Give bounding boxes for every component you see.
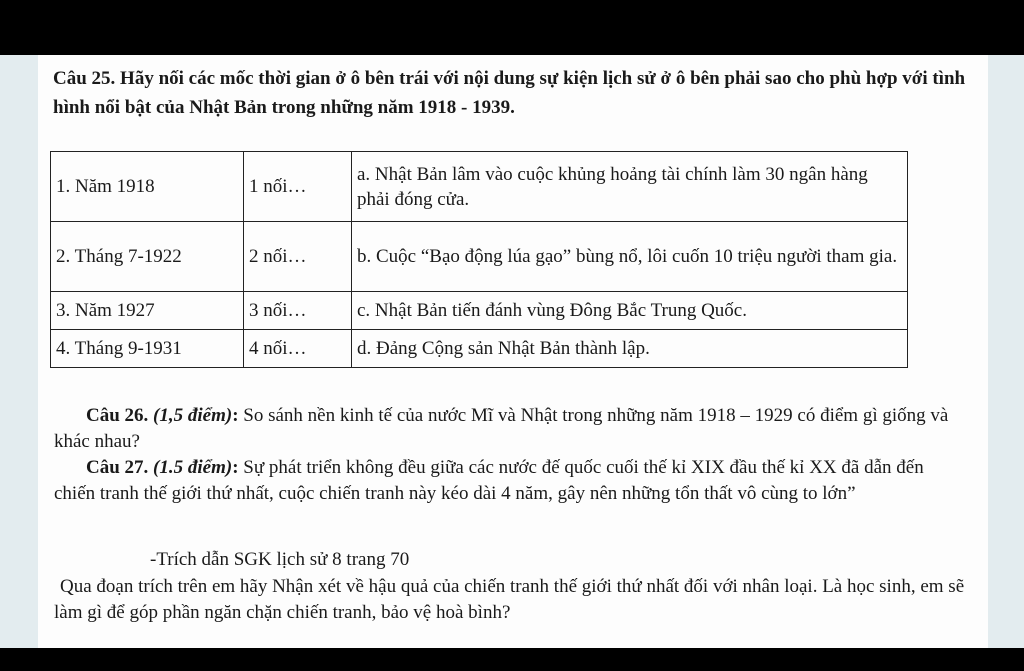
citation: -Trích dẫn SGK lịch sử 8 trang 70 [150,549,410,570]
matching-table [50,151,908,368]
table-row [51,222,908,292]
link-cell: 3 nối… [244,292,352,330]
question-26-text: So sánh nền kinh tế của nước Mĩ và Nhật trong những năm 1918 – 1929 có điểm gì giống và khác nhau? [54,405,949,452]
link-cell: 2 nối… [244,222,352,292]
link-cell: 1 nối… [244,152,352,222]
question-27 [54,455,969,507]
question-26-colon: : [232,405,239,426]
question-26-label: Câu 26. [86,405,149,426]
date-cell: 2. Tháng 7-1922 [51,222,244,292]
event-cell: d. Đảng Cộng sản Nhật Bản thành lập. [352,330,908,368]
question-25: Câu 25. Hãy nối các mốc thời gian ở ô bên trái với nội dung sự kiện lịch sử ở ô bên phải sao cho phù hợp với tình hình nổi bật của Nhật Bản trong những năm 1918 - 1939. [53,68,966,118]
question-26-points: (1,5 điểm) [153,405,233,426]
question-27-prompt: Qua đoạn trích trên em hãy Nhận xét về hậu quả của chiến tranh thế giới thứ nhất đối với nhân loại. Là học sinh, em sẽ làm gì để góp phần ngăn chặn chiến tranh, bảo vệ hoà bình? [54,576,965,623]
date-cell: 4. Tháng 9-1931 [51,330,244,368]
question-26 [54,403,969,455]
question-27-colon: : [232,457,239,478]
link-cell: 4 nối… [244,330,352,368]
table-row [51,152,908,222]
question-27-text: Sự phát triển không đều giữa các nước đế quốc cuối thế kỉ XIX đầu thế kỉ XX đã dẫn đến chiến tranh thế giới thứ nhất, cuộc chiến tranh này kéo dài 4 năm, gây nên những tổn thất vô cùng to lớn” [54,457,924,504]
question-27-label: Câu 27. [86,457,149,478]
event-cell: c. Nhật Bản tiến đánh vùng Đông Bắc Trung Quốc. [352,292,908,330]
date-cell: 3. Năm 1927 [51,292,244,330]
event-cell: b. Cuộc “Bạo động lúa gạo” bùng nổ, lôi cuốn 10 triệu người tham gia. [352,222,908,292]
event-cell: a. Nhật Bản lâm vào cuộc khủng hoảng tài chính làm 30 ngân hàng phải đóng cửa. [352,152,908,222]
date-cell: 1. Năm 1918 [51,152,244,222]
question-27-points: (1.5 điểm) [153,457,233,478]
table-row [51,330,908,368]
table-row [51,292,908,330]
